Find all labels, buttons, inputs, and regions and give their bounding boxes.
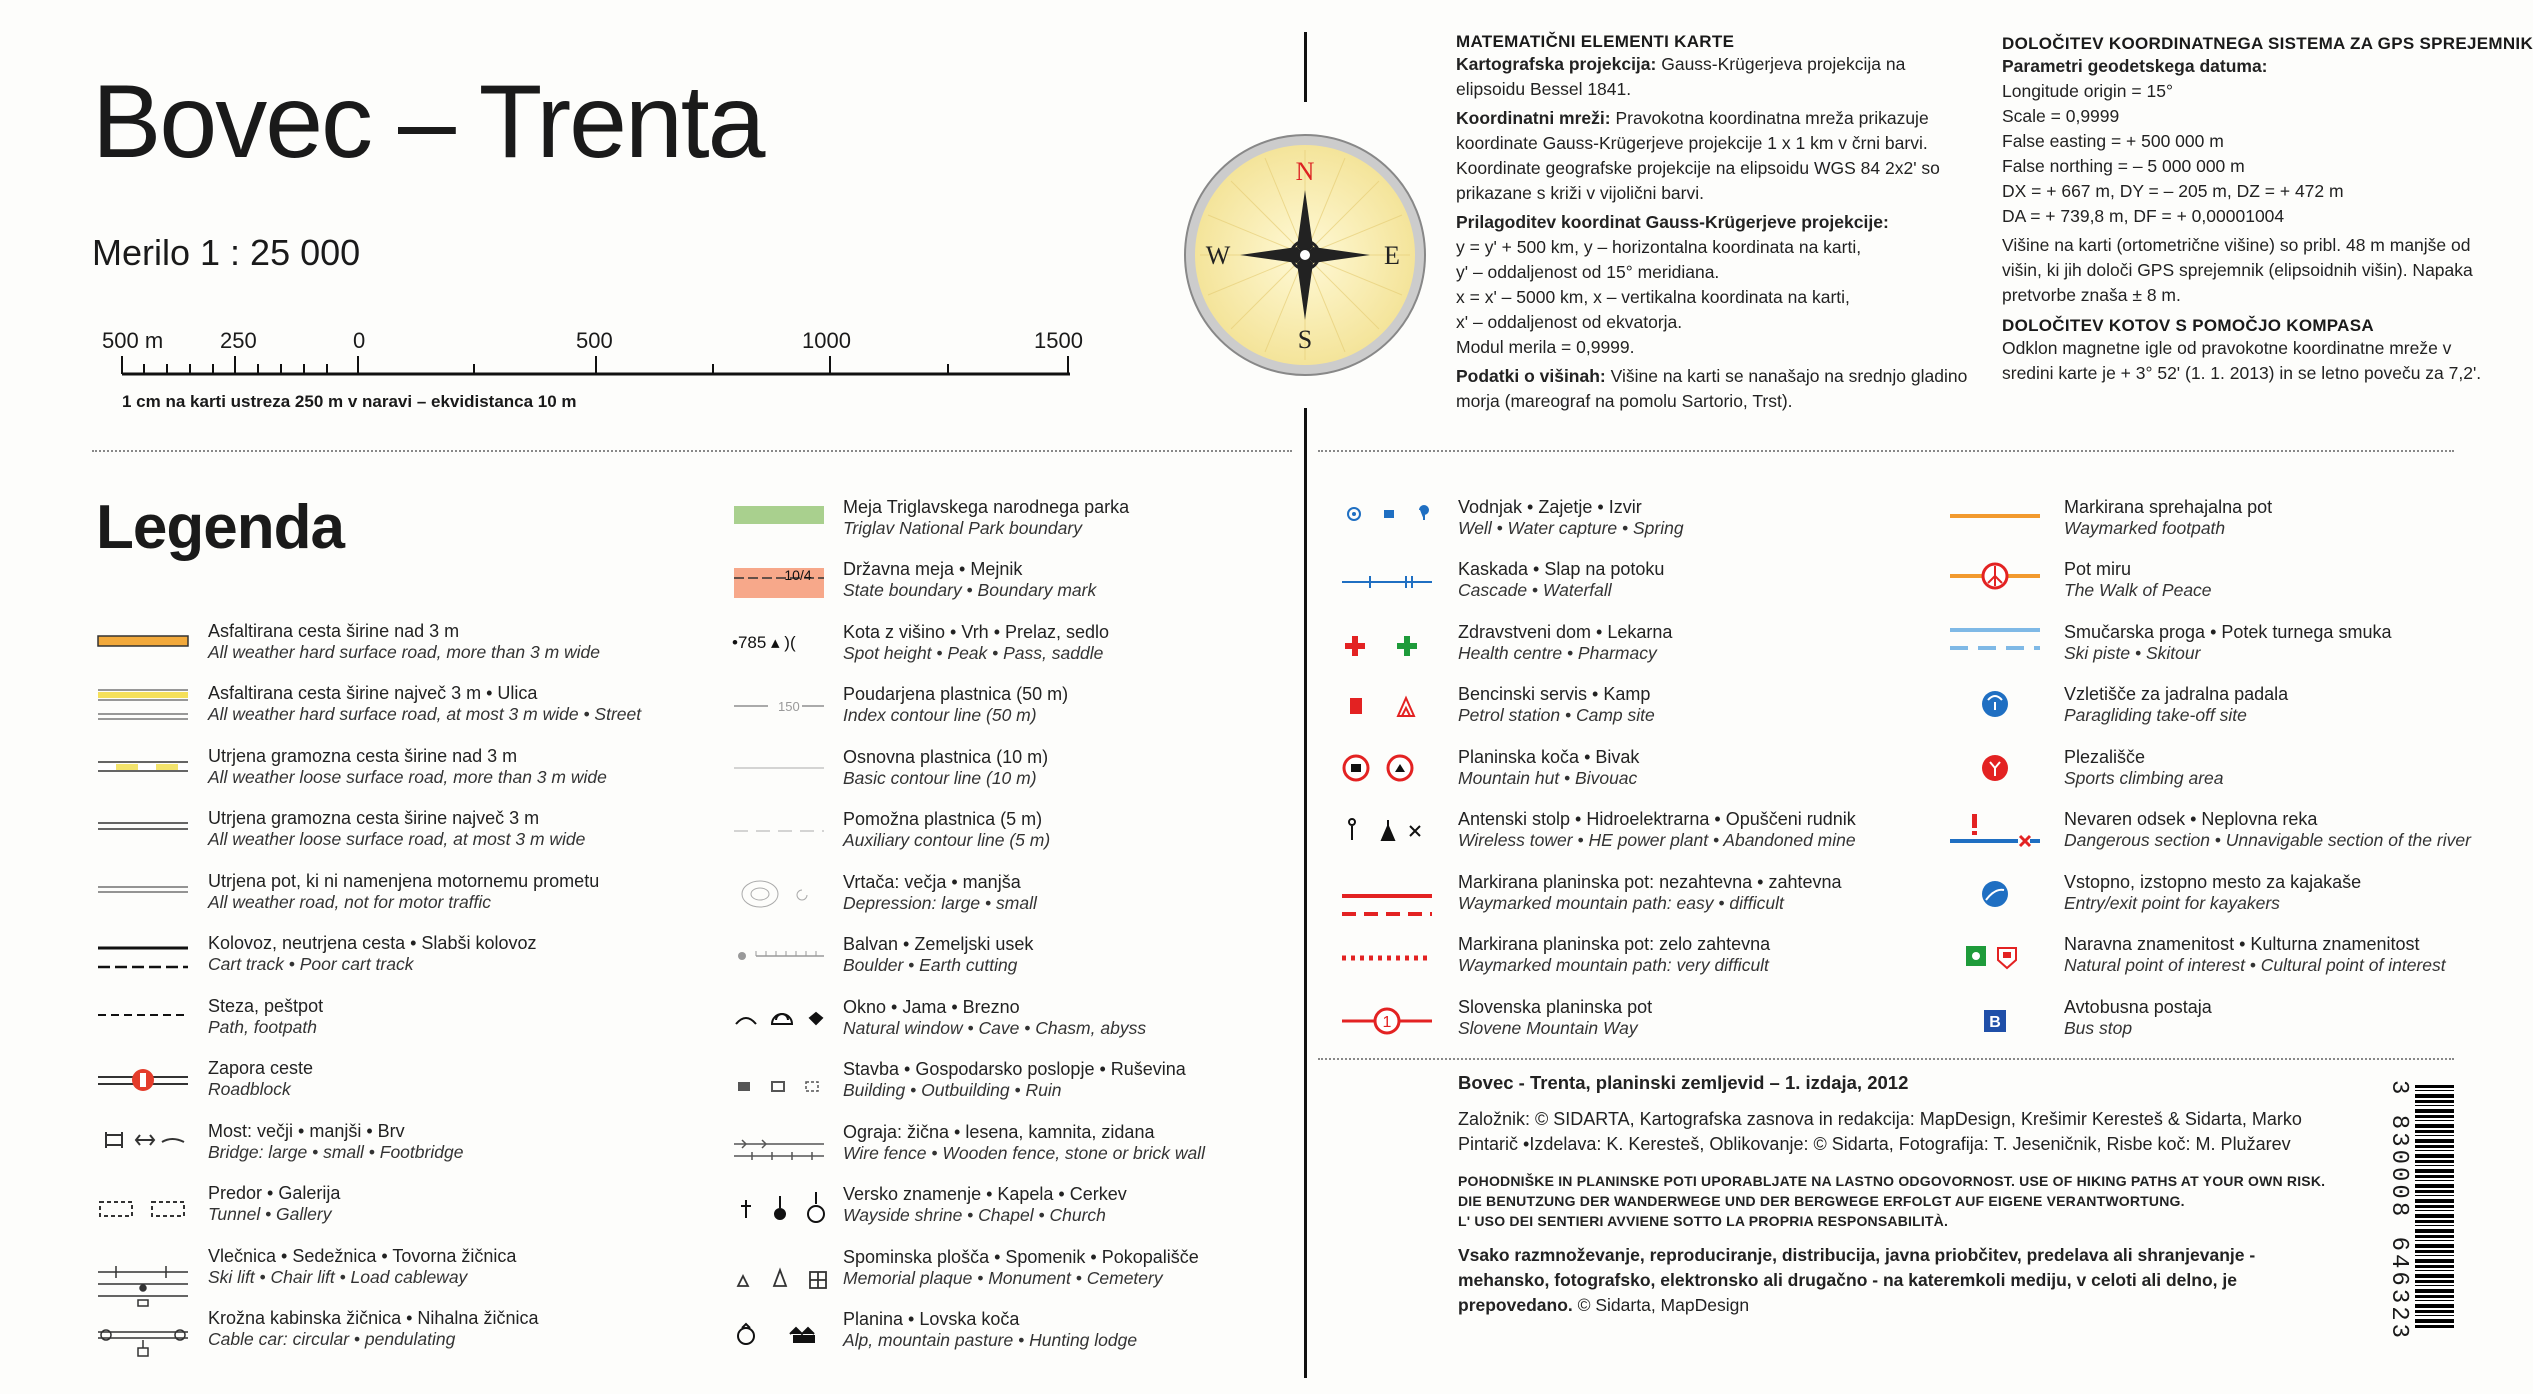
legend-item-label-en: Waymarked mountain path: easy • difficult <box>1458 893 1784 913</box>
legend-item-label: Balvan • Zemeljski usek <box>843 934 1034 954</box>
legend-item-label: Ograja: žična • lesena, kamnita, zidana <box>843 1122 1155 1142</box>
legend-item-label-en: All weather hard surface road, at most 3 m wide • Street <box>208 704 642 724</box>
warning-line: L' USO DEI SENTIERI AVVIENE SOTTO LA PROPRIA RESPONSABILITÀ. <box>1458 1213 1949 1229</box>
sym-road-wide <box>98 636 188 646</box>
gps-sub: Parametri geodetskega datuma: <box>2002 56 2268 76</box>
sym-tunnel <box>100 1202 184 1216</box>
scale-label: 500 <box>576 328 613 353</box>
sym-slovene-way <box>1342 1009 1432 1033</box>
sym-cascade <box>1342 576 1432 588</box>
legend-item-label-en: Spot height • Peak • Pass, saddle <box>843 643 1104 663</box>
legend-item-label-en: Wireless tower • HE power plant • Abandoned mine <box>1458 830 1856 850</box>
legend-item-label-en: Natural window • Cave • Chasm, abyss <box>843 1018 1147 1038</box>
legend-item-label-en: Waymarked mountain path: very difficult <box>1458 955 1769 975</box>
gps-line: False northing = – 5 000 000 m <box>2002 156 2245 176</box>
legend-item-label-en: Petrol station • Camp site <box>1458 705 1655 725</box>
legend-item-label: Vlečnica • Sedežnica • Tovorna žičnica <box>208 1246 517 1266</box>
legend-item-label: Antenski stolp • Hidroelektrarna • Opuščeni rudnik <box>1458 809 1856 829</box>
sym-bus <box>1984 1010 2006 1032</box>
legend-item-label-en: Dangerous section • Unnavigable section of the river <box>2064 830 2471 850</box>
contour-label: 150 <box>778 699 800 714</box>
sym-antenna <box>1349 819 1420 840</box>
legend-item-label-en: Cart track • Poor cart track <box>208 954 414 974</box>
legend-item-label: Stavba • Gospodarsko poslopje • Ruševina <box>843 1059 1186 1079</box>
sym-alp <box>738 1324 814 1344</box>
sym-hut <box>1344 756 1412 780</box>
sym-danger <box>1950 814 2040 846</box>
warning-line: DIE BENUTZUNG DER WANDERWEGE UND DER BERGWEGE ERFOLGT AUF EIGENE VERANTWORTUNG. <box>1458 1193 2185 1209</box>
math-p3-line: x = x' – 5000 km, x – vertikalna koordinata na karti, <box>1456 287 1850 307</box>
imprint-body: Založnik: © SIDARTA, Kartografska zasnova in redakcija: MapDesign, Krešimir Keresteš & Sidarta, Marko Pintarič •Izdelava: K. Keresteš, Oblikovanje: © Sidarta, Fotografija: T. Jeseničnik, Risbe koč: M. Plužarev <box>1458 1109 2302 1154</box>
divider <box>1304 408 1307 1378</box>
slovene-way-number: 1 <box>1382 1014 1392 1031</box>
math-p2: Pravokotna koordinatna mreža prikazuje koordinate Gauss-Krügerjeve projekcije 1 x 1 km v črni barvi. Koordinate geografske projekcije na elipsoidu WGS 84 2x2' so prikazane s križi v vijolični barvi. <box>1456 108 1940 203</box>
legend-item-label-en: All weather road, not for motor traffic <box>208 892 492 912</box>
math-p1-label: Kartografska projekcija: <box>1456 54 1657 74</box>
scale-label: 500 m <box>102 328 164 353</box>
sym-gravel-wide <box>98 762 188 771</box>
sym-health <box>1345 636 1417 656</box>
legend-item-label-en: Well • Water capture • Spring <box>1458 518 1684 538</box>
compass-rose <box>1180 130 1430 380</box>
scale-label: 1500 <box>1034 328 1083 353</box>
sym-bridge <box>106 1132 184 1148</box>
legend-item-label: Predor • Galerija <box>208 1183 341 1203</box>
legend-item-label: Vodnjak • Zajetje • Izvir <box>1458 497 1642 517</box>
legend-item-label-en: All weather loose surface road, at most 3 m wide <box>208 829 586 849</box>
legend-item-label-en: Depression: large • small <box>843 893 1037 913</box>
legend-item-label: Zapora ceste <box>208 1058 314 1078</box>
legend-item-label-en: Wayside shrine • Chapel • Church <box>843 1205 1106 1225</box>
boundary-mark-text: 10/4 <box>784 567 812 583</box>
col2-symbols <box>732 496 832 1360</box>
legend-item-label: Kolovoz, neutrjena cesta • Slabši kolovoz <box>208 933 537 953</box>
copyright-text: © Sidarta, MapDesign <box>1572 1295 1750 1315</box>
sym-ski-piste <box>1950 630 2040 648</box>
sym-road-nomotor <box>98 887 188 892</box>
legend-item-label: Steza, peštpot <box>208 996 324 1016</box>
map-title: Bovec – Trenta <box>92 64 764 180</box>
legend-item-label-en: Roadblock <box>208 1079 291 1099</box>
legend-item-label: Versko znamenje • Kapela • Cerkev <box>843 1184 1127 1204</box>
sym-paragliding <box>1982 691 2008 717</box>
legend-item-label-en: Path, footpath <box>208 1017 317 1037</box>
sym-window-cave <box>736 1013 822 1024</box>
legend-item-label-en: The Walk of Peace <box>2064 580 2212 600</box>
scale-label: 250 <box>220 328 257 353</box>
legend-item-label-en: Alp, mountain pasture • Hunting lodge <box>843 1330 1138 1350</box>
imprint <box>1458 1070 2358 1318</box>
legend-title: Legenda <box>96 493 344 562</box>
legend-item-label: Osnovna plastnica (10 m) <box>843 747 1049 767</box>
legend-item-label-en: State boundary • Boundary mark <box>843 580 1097 600</box>
math-p3-label: Prilagoditev koordinat Gauss-Krügerjeve projekcije: <box>1456 212 1889 232</box>
legend-item-label: Poudarjena plastnica (50 m) <box>843 684 1069 704</box>
legend-item-label-en: Sports climbing area <box>2064 768 2224 788</box>
legend-item-label-en: Memorial plaque • Monument • Cemetery <box>843 1268 1163 1288</box>
col3-symbols <box>1340 496 1440 1056</box>
separator <box>1318 1058 2454 1060</box>
legend-item-label-en: Auxiliary contour line (5 m) <box>843 830 1051 850</box>
sym-memorial <box>738 1270 826 1288</box>
legend-item-label-en: Bridge: large • small • Footbridge <box>208 1142 464 1162</box>
sym-natural-poi <box>1966 946 2016 968</box>
legend-item-label: Vstopno, izstopno mesto za kajakaše <box>2064 872 2362 892</box>
legend-item-label-en: Triglav National Park boundary <box>843 518 1082 538</box>
sym-boulder <box>738 951 824 960</box>
sym-lifts <box>98 1266 188 1306</box>
sym-petrol <box>1350 698 1414 716</box>
math-p2-label: Koordinatni mreži: <box>1456 108 1611 128</box>
legend-item-label: Plezališče <box>2064 747 2146 767</box>
legend-item-label: Kaskada • Slap na potoku <box>1458 559 1665 579</box>
legend-item-label: Utrjena gramozna cesta širine nad 3 m <box>208 746 518 766</box>
legend-item-label: Pomožna plastnica (5 m) <box>843 809 1043 829</box>
imprint-title: Bovec - Trenta, planinski zemljevid – 1. izdaja, 2012 <box>1458 1072 1909 1093</box>
legend-item-label: Okno • Jama • Brezno <box>843 997 1020 1017</box>
separator <box>1318 450 2454 452</box>
compass-w: W <box>1205 241 1231 270</box>
math-p1: Gauss-Krügerjeva projekcija na elipsoidu Bessel 1841. <box>1456 54 1906 99</box>
legend-item-label-en: Entry/exit point for kayakers <box>2064 893 2280 913</box>
sym-park-boundary <box>734 506 824 524</box>
barcode-number: 3 830008 646323 <box>2385 1080 2412 1342</box>
gps-line: Longitude origin = 15° <box>2002 81 2173 101</box>
scale-note: 1 cm na karti ustreza 250 m v naravi – ekvidistanca 10 m <box>122 392 577 411</box>
scale-label: 0 <box>353 328 366 353</box>
bus-letter: B <box>1989 1014 2001 1031</box>
legend-item-label-en: All weather hard surface road, more than 3 m wide <box>208 642 600 662</box>
legend-item-label: Nevaren odsek • Neplovna reka <box>2064 809 2318 829</box>
sym-road-narrow <box>98 690 188 719</box>
sym-depression <box>742 881 807 907</box>
legend-item-label-en: All weather loose surface road, more than 3 m wide <box>208 767 607 787</box>
gps-heading: DOLOČITEV KOORDINATNEGA SISTEMA ZA GPS SPREJEMNIK <box>2002 34 2533 53</box>
legend-item-label-en: Cascade • Waterfall <box>1458 580 1612 600</box>
math-elements <box>1456 32 1968 414</box>
legend-item-label: Državna meja • Mejnik <box>843 559 1023 579</box>
separator <box>92 450 1292 452</box>
math-p3-line: Modul merila = 0,9999. <box>1456 337 1635 357</box>
sym-state-boundary <box>734 567 824 598</box>
legend-item-label-en: Ski lift • Chair lift • Load cableway <box>208 1267 468 1287</box>
legend-item-label: Vrtača: večja • manjša <box>843 872 1021 892</box>
legend-item-label-en: Index contour line (50 m) <box>843 705 1037 725</box>
barcode <box>2415 1085 2454 1330</box>
legend-item-label: Slovenska planinska pot <box>1458 997 1653 1017</box>
sym-climbing <box>1982 755 2008 781</box>
sym-cablecar <box>98 1330 188 1356</box>
math-p3-line: y = y' + 500 km, y – horizontalna koordinata na karti, <box>1456 237 1862 257</box>
legend-item-label: Meja Triglavskega narodnega parka <box>843 497 1130 517</box>
legend-item-label: Utrjena pot, ki ni namenjena motornemu prometu <box>208 871 600 891</box>
legend-item-label: Smučarska proga • Potek turnega smuka <box>2064 622 2392 642</box>
sym-mountain-path <box>1342 896 1432 914</box>
compass-e: E <box>1384 241 1400 270</box>
sym-kayak <box>1982 881 2008 907</box>
spot-height-text: •785 ▴ )( <box>732 633 796 652</box>
rights-text: Vsako razmnoževanje, reproduciranje, distribucija, javna priobčitev, predelava ali shranjevanje - mehansko, fotografsko, elektronsko ali drugačno - na kateremkoli mediju, v celoti ali delno, je prepovedano. <box>1458 1245 2256 1315</box>
gps-line: Scale = 0,9999 <box>2002 106 2120 126</box>
compass-heading: DOLOČITEV KOTOV S POMOČJO KOMPASA <box>2002 316 2374 335</box>
legend-item-label: Krožna kabinska žičnica • Nihalna žičnica <box>208 1308 539 1328</box>
legend-col4 <box>2064 496 2471 1056</box>
legend-item-label: Planinska koča • Bivak <box>1458 747 1640 767</box>
legend-item-label: Markirana planinska pot: zelo zahtevna <box>1458 934 1771 954</box>
math-p4: Višine na karti se nanašajo na srednjo gladino morja (mareograf na pomolu Sartorio, Trst). <box>1456 366 1968 411</box>
legend-item-label-en: Basic contour line (10 m) <box>843 768 1037 788</box>
legend-item-label: Utrjena gramozna cesta širine največ 3 m <box>208 808 540 828</box>
legend-item-label: Naravna znamenitost • Kulturna znamenitost <box>2064 934 2420 954</box>
legend-item-label-en: Slovene Mountain Way <box>1458 1018 1638 1038</box>
legend-item-label: Kota z višino • Vrh • Prelaz, sedlo <box>843 622 1110 642</box>
legend-item-label: Avtobusna postaja <box>2064 997 2212 1017</box>
math-p4-label: Podatki o višinah: <box>1456 366 1606 386</box>
sym-shrine <box>741 1192 824 1222</box>
scale-ruler <box>118 350 1074 380</box>
gps-line: DA = + 739,8 m, DF = + 0,00001004 <box>2002 206 2285 226</box>
legend-item-label: Most: večji • manjši • Brv <box>208 1121 405 1141</box>
legend-item-label-en: Paragliding take-off site <box>2064 705 2247 725</box>
legend-item-label: Markirana planinska pot: nezahtevna • zahtevna <box>1458 872 1842 892</box>
legend-item-label: Asfaltirana cesta širine nad 3 m <box>208 621 460 641</box>
legend-item-label: Zdravstveni dom • Lekarna <box>1458 622 1673 642</box>
legend-item-label-en: Tunnel • Gallery <box>208 1204 332 1224</box>
legend-item-label-en: Ski piste • Skitour <box>2064 643 2201 663</box>
gps-line: False easting = + 500 000 m <box>2002 131 2224 151</box>
sym-fence <box>734 1140 824 1160</box>
sym-building <box>738 1082 818 1091</box>
legend-item-label-en: Boulder • Earth cutting <box>843 955 1018 975</box>
gps-line: DX = + 667 m, DY = – 205 m, DZ = + 472 m <box>2002 181 2344 201</box>
sym-well <box>1348 506 1428 520</box>
compass-note: Odklon magnetne igle od pravokotne koordinatne mreže v sredini karte je + 3° 52' (1. 1. 2013) in se letno poveču za 7,2'. <box>2002 338 2482 383</box>
legend-item-label-en: Waymarked footpath <box>2064 518 2226 538</box>
legend-item-label-en: Building • Outbuilding • Ruin <box>843 1080 1062 1100</box>
gps-note: Višine na karti (ortometrične višine) so pribl. 48 m manjše od višin, ki jih določi GPS sprejemnik (elipsoidnih višin). Napaka pretvorbe znaša ± 8 m. <box>2002 235 2473 305</box>
legend-item-label-en: Bus stop <box>2064 1018 2133 1038</box>
scale-text: Merilo 1 : 25 000 <box>92 232 361 273</box>
legend-item-label: Planina • Lovska koča <box>843 1309 1020 1329</box>
math-p3-line: x' – oddaljenost od ekvatorja. <box>1456 312 1683 332</box>
legend-item-label-en: Natural point of interest • Cultural point of interest <box>2064 955 2446 975</box>
warning-line: POHODNIŠKE IN PLANINSKE POTI UPORABLJATE NA LASTNO ODGOVORNOST. USE OF HIKING PATHS AT YOUR OWN RISK. <box>1458 1173 2326 1189</box>
legend-item-label-en: Mountain hut • Bivouac <box>1458 768 1638 788</box>
math-p3-line: y' – oddaljenost od 15° meridiana. <box>1456 262 1720 282</box>
sym-gravel-narrow <box>98 823 188 829</box>
legend-item-label: Spominska plošča • Spomenik • Pokopališče <box>843 1247 1199 1267</box>
legend-item-label: Markirana sprehajalna pot <box>2064 497 2273 517</box>
legend-item-label-en: Wire fence • Wooden fence, stone or brick wall <box>843 1143 1205 1163</box>
math-heading: MATEMATIČNI ELEMENTI KARTE <box>1456 32 1735 51</box>
legend-item-label: Vzletišče za jadralna padala <box>2064 684 2289 704</box>
legend-item-label: Asfaltirana cesta širine največ 3 m • Ulica <box>208 683 538 703</box>
compass-s: S <box>1297 325 1313 354</box>
legend-item-label: Pot miru <box>2064 559 2132 579</box>
divider <box>1304 32 1307 102</box>
sym-cart-track <box>98 948 188 967</box>
sym-roadblock <box>98 1069 188 1091</box>
compass-n: N <box>1295 157 1315 186</box>
legend-item-label-en: Health centre • Pharmacy <box>1458 643 1657 663</box>
col1-symbols <box>96 620 196 1360</box>
legend-item-label: Bencinski servis • Kamp <box>1458 684 1651 704</box>
sym-walk-of-peace <box>1950 564 2040 588</box>
legend-item-label-en: Cable car: circular • pendulating <box>208 1329 456 1349</box>
col4-symbols <box>1948 496 2048 1056</box>
sym-index-contour <box>734 699 824 714</box>
scale-label: 1000 <box>802 328 851 353</box>
gps-elements <box>2002 34 2533 386</box>
